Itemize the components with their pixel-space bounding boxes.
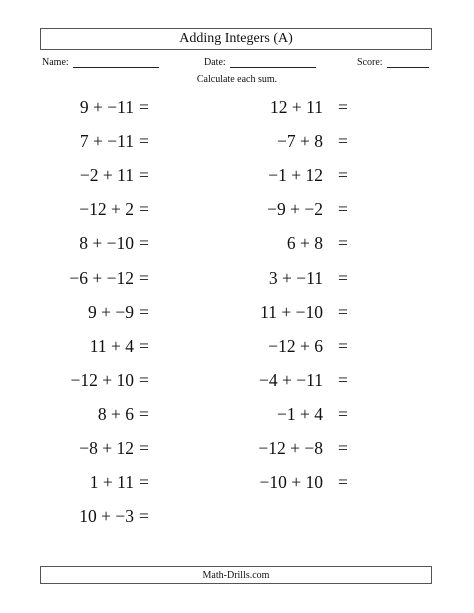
problem-expression: −9 + −2 [267, 199, 323, 220]
equals-sign: = [338, 438, 348, 458]
equals-sign: = [139, 506, 149, 527]
problem-expression: −12 + −8 [258, 438, 323, 458]
problem-expression: 12 + 11 [270, 97, 323, 117]
problem-right-3 [0, 164, 323, 186]
equals-sign: = [139, 131, 149, 152]
problem-expression: 11 + 4 [89, 335, 134, 356]
equals-sign: = [338, 369, 348, 390]
problem-expression: 6 + 8 [286, 233, 323, 254]
equals-sign: = [139, 335, 149, 356]
problem-expression: −7 + 8 [277, 131, 323, 152]
problem-expression: −12 + 10 [70, 369, 134, 390]
worksheet-title: Adding Integers (A) [179, 31, 293, 46]
equals-sign: = [139, 97, 149, 117]
date-label: Date: [204, 57, 226, 68]
equals-sign: = [338, 472, 348, 493]
equals-sign: = [139, 199, 149, 220]
equals-sign: = [139, 369, 149, 390]
problem-expression: 7 + −11 [79, 131, 134, 152]
equals-sign: = [338, 335, 348, 356]
equals-sign: = [338, 403, 348, 424]
equals-sign: = [139, 403, 149, 424]
problem-expression: −1 + 4 [277, 403, 323, 424]
equals-sign: = [139, 233, 149, 254]
problem-expression: 9 + −11 [79, 97, 134, 117]
problem-expression: −8 + 12 [79, 438, 134, 458]
problem-expression: −12 + 2 [79, 199, 134, 220]
problem-right-11 [0, 437, 323, 459]
problem-expression: 10 + −3 [79, 506, 134, 527]
problem-expression: −6 + −12 [69, 267, 134, 288]
problem-right-2 [0, 130, 323, 152]
equals-sign: = [139, 165, 149, 186]
problem-expression: 11 + −10 [260, 301, 323, 322]
equals-sign: = [338, 267, 348, 288]
problem-expression: 8 + −10 [79, 233, 134, 254]
footer-text: Math-Drills.com [202, 569, 270, 581]
equals-sign: = [139, 438, 149, 458]
footer-box [40, 566, 432, 584]
problem-expression: −12 + 6 [268, 335, 323, 356]
problem-right-5 [0, 232, 323, 254]
equals-sign: = [139, 301, 149, 322]
equals-sign: = [338, 199, 348, 220]
problem-right-6 [0, 267, 323, 289]
problem-right-8 [0, 335, 323, 357]
problem-expression: 3 + −11 [268, 267, 323, 288]
problem-expression: −2 + 11 [79, 165, 134, 186]
equals-sign: = [139, 267, 149, 288]
instructions: Calculate each sum. [196, 74, 278, 85]
problem-right-7 [0, 301, 323, 323]
problem-expression: −4 + −11 [259, 369, 323, 390]
equals-sign: = [338, 131, 348, 152]
problem-right-9 [0, 369, 323, 391]
equals-sign: = [338, 165, 348, 186]
problem-expression: 1 + 11 [89, 472, 134, 493]
problem-right-12 [0, 471, 323, 493]
problem-right-10 [0, 403, 323, 425]
equals-sign: = [139, 472, 149, 493]
equals-sign: = [338, 233, 348, 254]
equals-sign: = [338, 97, 348, 117]
name-label: Name: [42, 57, 69, 68]
score-label: Score: [357, 57, 383, 68]
problem-expression: −1 + 12 [268, 165, 323, 186]
problem-right-4 [0, 198, 323, 220]
problem-right-1 [0, 96, 323, 118]
problem-expression: 9 + −9 [88, 301, 134, 322]
problem-expression: −10 + 10 [259, 472, 323, 493]
problem-expression: 8 + 6 [97, 403, 134, 424]
equals-sign: = [338, 301, 348, 322]
problem-left-13 [0, 505, 134, 527]
